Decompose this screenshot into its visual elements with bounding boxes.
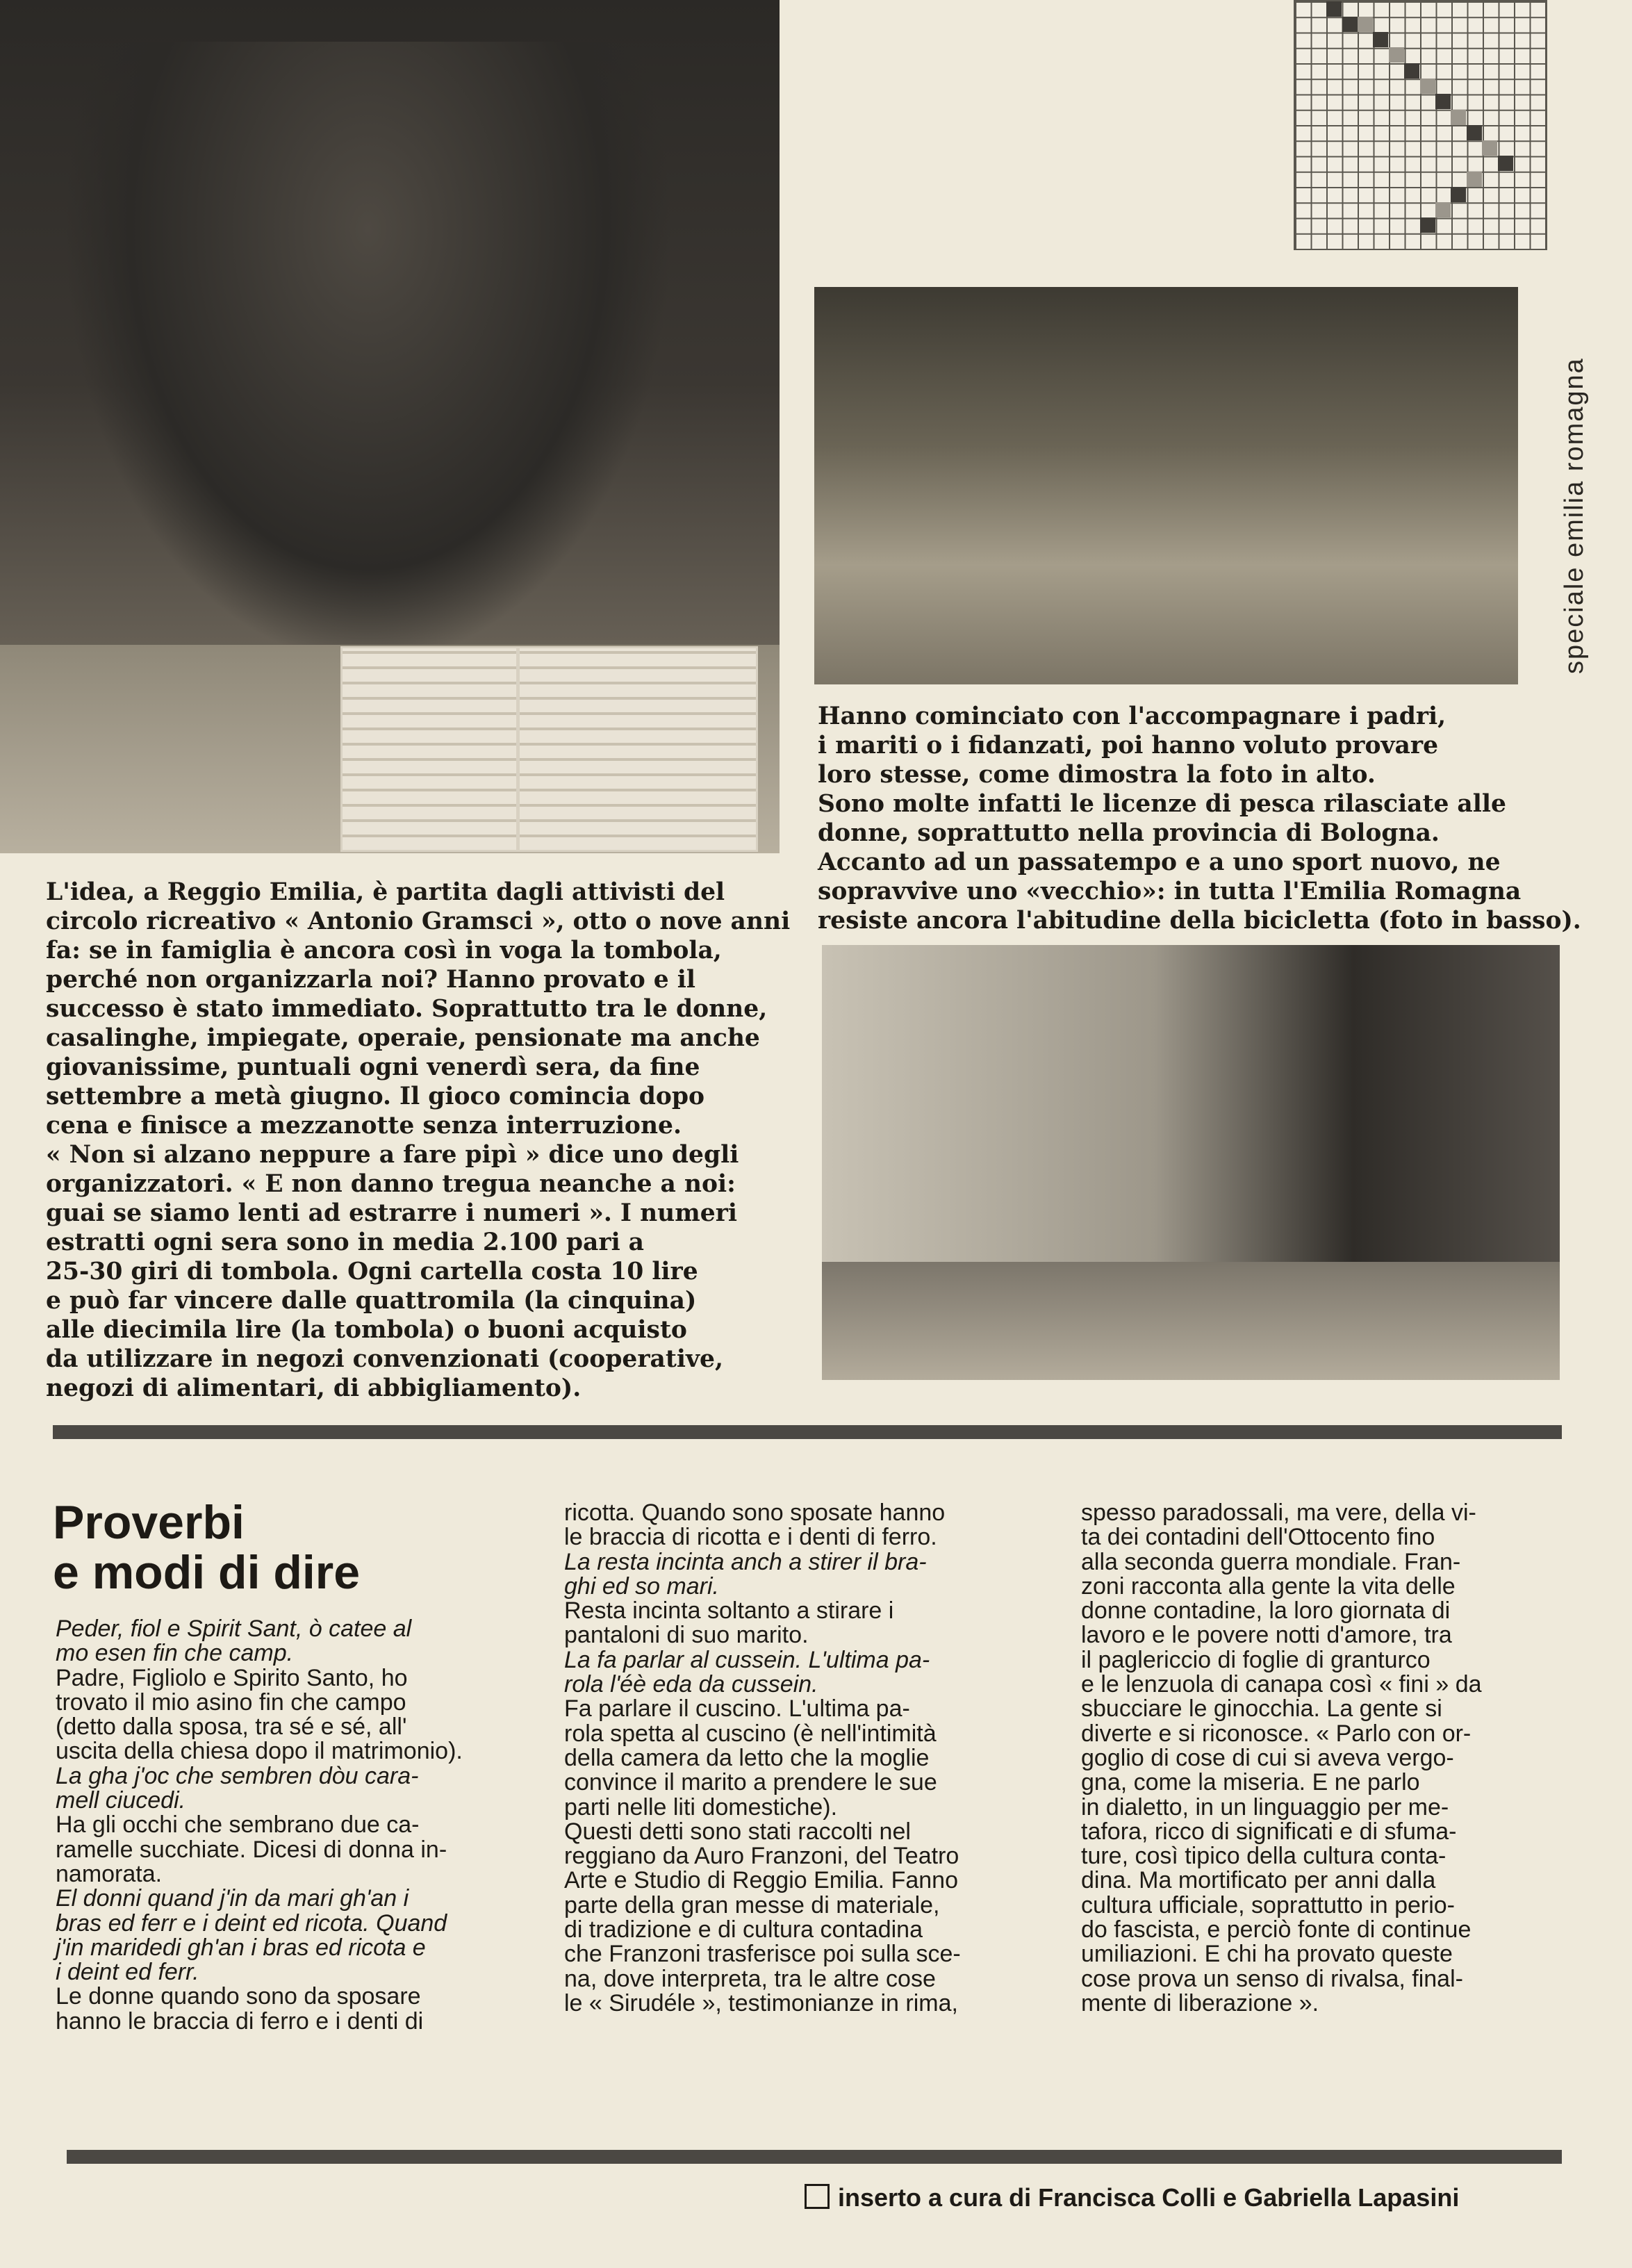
headline-line: e modi di dire [53, 1546, 361, 1599]
text-line: bras ed ferr e i deint ed ricota. Quand [56, 1909, 447, 1937]
text-line: pantaloni di suo marito. [564, 1622, 809, 1649]
women-with-bicycles-photo [822, 945, 1560, 1380]
text-line: resiste ancora l'abitudine della bicicletta (foto in basso). [818, 907, 1581, 935]
article-column-1 [56, 1617, 463, 2034]
text-line: (detto dalla sposa, tra sé e sé, all' [56, 1714, 407, 1741]
square-icon [805, 2184, 830, 2209]
text-line: Padre, Figliolo e Spirito Santo, ho [56, 1664, 408, 1691]
text-line: ricotta. Quando sono sposate hanno [564, 1499, 946, 1526]
text-line: Arte e Studio di Reggio Emilia. Fanno [564, 1867, 958, 1894]
text-line: loro stesse, come dimostra la foto in alto. [818, 761, 1376, 789]
text-line: le braccia di ricotta e i denti di ferro. [564, 1524, 937, 1551]
insert-credit [805, 2184, 1459, 2212]
headline-line: Proverbi [53, 1496, 245, 1549]
text-line: ture, così tipico della cultura conta- [1081, 1843, 1446, 1870]
text-line: tafora, ricco di significati e di sfuma- [1081, 1818, 1457, 1845]
article-headline [53, 1497, 360, 1597]
text-line: rola spetta al cuscino (è nell'intimità [564, 1720, 937, 1747]
text-line: uscita della chiesa dopo il matrimonio). [56, 1738, 463, 1765]
divider-rule [67, 2150, 1562, 2164]
text-line: Accanto ad un passatempo e a uno sport nuovo, ne [818, 848, 1501, 876]
text-line: umiliazioni. E chi ha provato queste [1081, 1941, 1453, 1968]
text-line: donne, soprattutto nella provincia di Bologna. [818, 819, 1440, 847]
text-line: Peder, fiol e Spirit Sant, ò catee al [56, 1616, 412, 1642]
text-line: convince il marito a prendere le sue [564, 1769, 937, 1796]
text-line: reggiano da Auro Franzoni, del Teatro [564, 1843, 959, 1870]
text-line: parti nelle liti domestiche). [564, 1793, 838, 1821]
text-line: le « Sirudéle », testimonianze in rima, [564, 1989, 958, 2016]
text-line: dina. Ma mortificato per anni dalla [1081, 1867, 1436, 1894]
text-line: perché non organizzarla noi? Hanno provato e il [46, 966, 695, 994]
text-line: donne contadine, la loro giornata di [1081, 1597, 1451, 1625]
text-line: Fa parlare il cuscino. L'ultima pa- [564, 1695, 910, 1723]
text-line: « Non si alzano neppure a fare pipì » dice uno degli [46, 1141, 739, 1169]
fishing-caption [818, 702, 1581, 935]
text-line: cose prova un senso di rivalsa, final- [1081, 1965, 1463, 1992]
text-line: che Franzoni trasferisce poi sulla sce- [564, 1941, 961, 1968]
text-line: successo è stato immediato. Soprattutto tra le donne, [46, 995, 768, 1023]
text-line: Resta incinta soltanto a stirare i [564, 1597, 894, 1625]
text-line: mo esen fin che camp. [56, 1640, 294, 1667]
credit-text: inserto a cura di Francisca Colli e Gabriella Lapasini [838, 2183, 1460, 2212]
text-line: Ha gli occhi che sembrano due ca- [56, 1811, 420, 1839]
text-line: Sono molte infatti le licenze di pesca rilasciate alle [818, 790, 1506, 818]
text-line: Hanno cominciato con l'accompagnare i padri, [818, 702, 1446, 730]
tombola-card [340, 646, 518, 852]
text-line: i deint ed ferr. [56, 1959, 199, 1986]
text-line: di tradizione e di cultura contadina [564, 1916, 923, 1944]
text-line: cena e finisce a mezzanotte senza interruzione. [46, 1112, 682, 1140]
text-line: diverte e si riconosce. « Parlo con or- [1081, 1720, 1472, 1747]
text-line: alle diecimila lire (la tombola) o buoni acquisto [46, 1316, 687, 1344]
divider-rule [53, 1425, 1562, 1439]
text-line: La fa parlar al cussein. L'ultima pa- [564, 1646, 930, 1673]
text-line: casalinghe, impiegate, operaie, pensionate ma anche [46, 1024, 760, 1052]
text-line: goglio di cose di cui si aveva vergo- [1081, 1744, 1454, 1771]
text-line: La resta incinta anch a stirer il bra- [564, 1548, 927, 1575]
text-line: mente di liberazione ». [1081, 1989, 1319, 2016]
text-line: e può far vincere dalle quattromila (la cinquina) [46, 1287, 697, 1315]
article-column-2 [564, 1501, 961, 2016]
text-line: Questi detti sono stati raccolti nel [564, 1818, 911, 1845]
text-line: j'in maridedi gh'an i bras ed ricota e [56, 1934, 426, 1961]
text-line: giovanissime, puntuali ogni venerdì sera, da fine [46, 1053, 700, 1081]
text-line: El donni quand j'in da mari gh'an i [56, 1885, 409, 1912]
text-line: rola l'éè eda da cussein. [564, 1671, 818, 1698]
italy-pixel-map-icon [1294, 0, 1547, 250]
section-label: speciale emilia romagna [1560, 357, 1589, 674]
text-line: fa: se in famiglia è ancora così in voga la tombola, [46, 937, 722, 964]
text-line: namorata. [56, 1860, 163, 1887]
text-line: do fascista, e perciò fonte di continue [1081, 1916, 1472, 1944]
text-line: L'idea, a Reggio Emilia, è partita dagli attivisti del [46, 878, 725, 906]
text-line: gna, come la miseria. E ne parlo [1081, 1769, 1420, 1796]
text-line: circolo ricreativo « Antonio Gramsci », otto o nove anni [46, 907, 791, 935]
text-line: i mariti o i fidanzati, poi hanno voluto provare [818, 732, 1439, 759]
tombola-card [518, 646, 758, 852]
text-line: alla seconda guerra mondiale. Fran- [1081, 1548, 1461, 1575]
text-line: trovato il mio asino fin che campo [56, 1688, 406, 1716]
tombola-caption [46, 878, 790, 1403]
text-line: della camera da letto che la moglie [564, 1744, 930, 1771]
text-line: da utilizzare in negozi convenzionati (cooperative, [46, 1345, 723, 1373]
text-line: estratti ogni sera sono in media 2.100 pari a [46, 1228, 645, 1256]
text-line: 25-30 giri di tombola. Ogni cartella costa 10 lire [46, 1258, 698, 1285]
text-line: organizzatori. « E non danno tregua neanche a noi: [46, 1170, 736, 1198]
text-line: parte della gran messe di materiale, [564, 1891, 940, 1918]
text-line: e le lenzuola di canapa così « fini » da [1081, 1671, 1482, 1698]
text-line: sbucciare le ginocchia. La gente si [1081, 1695, 1442, 1723]
woman-playing-tombola-photo [0, 0, 780, 853]
article-column-3 [1081, 1501, 1482, 2016]
text-line: il paglericcio di foglie di granturco [1081, 1646, 1431, 1673]
text-line: La gha j'oc che sembren dòu cara- [56, 1762, 419, 1789]
text-line: na, dove interpreta, tra le altre cose [564, 1965, 936, 1992]
text-line: settembre a metà giugno. Il gioco comincia dopo [46, 1083, 705, 1110]
text-line: Le donne quando sono da sposare [56, 1983, 421, 2010]
children-fishing-photo [814, 287, 1518, 684]
text-line: ramelle succhiate. Dicesi di donna in- [56, 1836, 447, 1863]
text-line: lavoro e le povere notti d'amore, tra [1081, 1622, 1452, 1649]
photo-pavement [822, 1262, 1560, 1380]
text-line: guai se siamo lenti ad estrarre i numeri ». I numeri [46, 1199, 737, 1227]
text-line: ghi ed so mari. [564, 1572, 719, 1600]
text-line: hanno le braccia di ferro e i denti di [56, 2007, 424, 2035]
text-line: zoni racconta alla gente la vita delle [1081, 1572, 1456, 1600]
text-line: ta dei contadini dell'Ottocento fino [1081, 1524, 1435, 1551]
text-line: in dialetto, in un linguaggio per me- [1081, 1793, 1449, 1821]
text-line: sopravvive uno «vecchio»: in tutta l'Emilia Romagna [818, 878, 1522, 905]
text-line: mell ciucedi. [56, 1787, 186, 1814]
photo-figure [63, 42, 674, 667]
text-line: spesso paradossali, ma vere, della vi- [1081, 1499, 1476, 1526]
text-line: cultura ufficiale, soprattutto in perio- [1081, 1891, 1455, 1918]
text-line: negozi di alimentari, di abbigliamento). [46, 1374, 582, 1402]
